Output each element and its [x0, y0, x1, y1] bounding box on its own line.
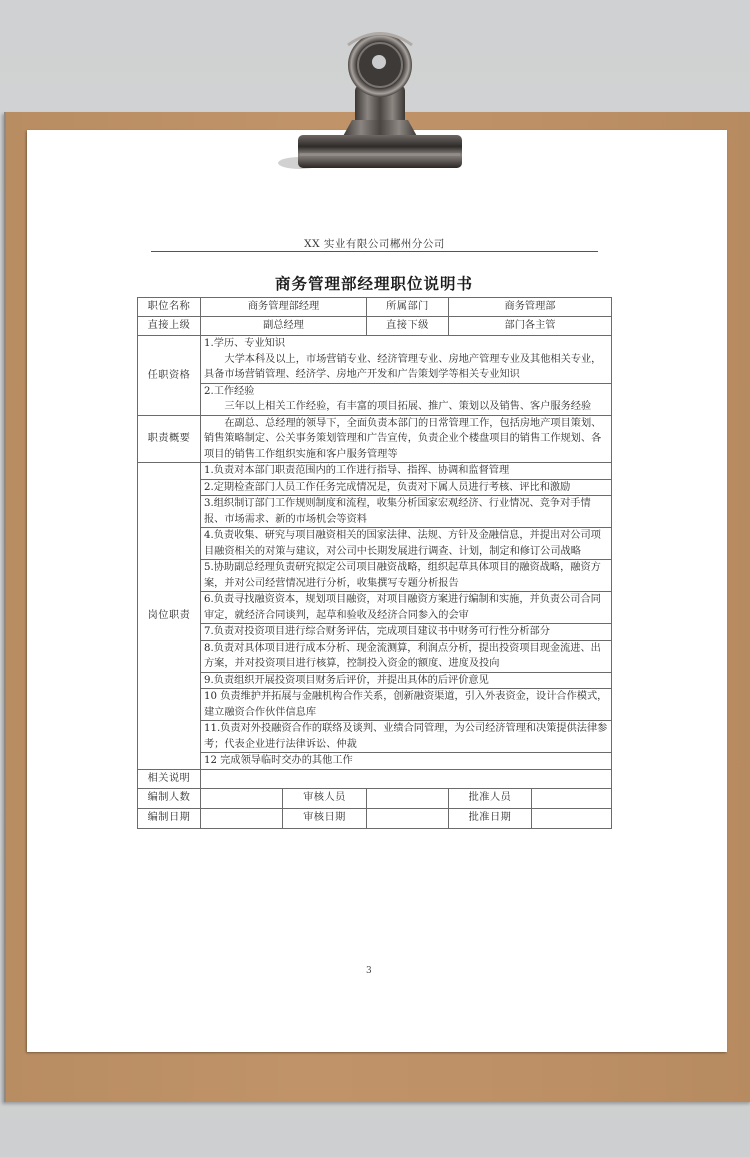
table-row	[138, 415, 612, 463]
qualification-item	[201, 336, 612, 384]
page-number: 3	[366, 966, 372, 976]
table-row	[138, 769, 612, 788]
duty-item: 8.负责对具体项目进行成本分析、现金流测算，利润点分析，提出投资项目现金流进、出方案，并对投资项目进行核算，控制投入资金的额度、进度及投向	[201, 640, 612, 672]
prepared-date-value	[201, 808, 283, 828]
prepared-by-label: 编制人数	[138, 788, 201, 808]
table-row	[138, 317, 612, 336]
reviewed-by-label: 审核人员	[283, 788, 367, 808]
prepared-date-label: 编制日期	[138, 808, 201, 828]
table-row	[138, 528, 612, 560]
approved-date-value	[532, 808, 612, 828]
table-row	[138, 383, 612, 415]
reviewed-date-label: 审核日期	[283, 808, 367, 828]
duty-item: 5.协助副总经理负责研究拟定公司项目融资战略，组织起草具体项目的融资战略，融资方案，并对公司经营情况进行分析，收集撰写专题分析报告	[201, 560, 612, 592]
prepared-by-value	[201, 788, 283, 808]
qualification-heading: 2.工作经验	[204, 385, 255, 397]
direct-subordinate-value: 部门各主管	[449, 317, 612, 336]
table-row	[138, 336, 612, 384]
reviewed-date-value	[367, 808, 449, 828]
table-row	[138, 298, 612, 317]
table-row	[138, 640, 612, 672]
duty-item: 12 完成领导临时交办的其他工作	[201, 753, 612, 770]
position-name-label: 职位名称	[138, 298, 201, 317]
qualification-heading: 1.学历、专业知识	[204, 338, 286, 349]
table-row	[138, 496, 612, 528]
department-label: 所属部门	[367, 298, 449, 317]
table-row	[138, 672, 612, 689]
duty-item: 1.负责对本部门职责范围内的工作进行指导、指挥、协调和监督管理	[201, 463, 612, 480]
qualification-body: 大学本科及以上，市场营销专业、经济管理专业、房地产管理专业及其他相关专业，具备市场营销管理、经济学、房地产开发和广告策划学等相关专业知识	[204, 353, 602, 380]
document-title: 商务管理部经理职位说明书	[274, 275, 473, 293]
table-row	[138, 560, 612, 592]
department-value: 商务管理部	[449, 298, 612, 317]
qualifications-label: 任职资格	[138, 336, 201, 416]
header-divider	[151, 251, 598, 252]
position-name-value: 商务管理部经理	[201, 298, 367, 317]
summary-text: 在副总、总经理的领导下，全面负责本部门的日常管理工作，包括房地产项目策划、销售策略制定、公关事务策划管理和广告宣传，负责企业个楼盘项目的销售工作规划、各项目的销售工作组织实施和客户服务管理等	[201, 415, 612, 463]
notes-label: 相关说明	[138, 769, 201, 788]
notes-value	[201, 769, 612, 788]
job-description-table	[137, 297, 612, 829]
qualification-item	[201, 383, 612, 415]
direct-superior-value: 副总经理	[201, 317, 367, 336]
duties-label: 岗位职责	[138, 463, 201, 770]
table-row	[138, 753, 612, 770]
duty-item: 3.组织制订部门工作规则制度和流程，收集分析国家宏观经济、行业情况、竞争对手情报、市场需求、新的市场机会等资料	[201, 496, 612, 528]
duty-item: 6.负责寻找融资资本，规划项目融资，对项目融资方案进行编制和实施，并负责公司合同审定，就经济合同谈判，起草和验收及经济合同参入的会审	[201, 592, 612, 624]
qualification-body: 三年以上相关工作经验，有丰富的项目拓展、推广、策划以及销售、客户服务经验	[224, 401, 592, 412]
direct-superior-label: 直接上级	[138, 317, 201, 336]
duty-item: 4.负责收集、研究与项目融资相关的国家法律、法规、方针及金融信息，并提出对公司项目融资相关的对策与建议，对公司中长期发展进行调查、计划，制定和修订公司战略	[201, 528, 612, 560]
reviewed-by-value	[367, 788, 449, 808]
duty-item: 9.负责组织开展投资项目财务后评价，并提出具体的后评价意见	[201, 672, 612, 689]
duty-item: 11.负责对外投融资合作的联络及谈判、业绩合同管理，为公司经济管理和决策提供法律参考；代表企业进行法律诉讼、仲裁	[201, 721, 612, 753]
table-row	[138, 689, 612, 721]
approved-date-label: 批准日期	[449, 808, 532, 828]
approved-by-label: 批准人员	[449, 788, 532, 808]
table-row	[138, 624, 612, 641]
table-row	[138, 721, 612, 753]
table-row	[138, 592, 612, 624]
duty-item: 10 负责维护并拓展与金融机构合作关系，创新融资渠道，引入外表资金，设计合作模式，建立融资合作伙伴信息库	[201, 689, 612, 721]
table-row	[138, 808, 612, 828]
duty-item: 7.负责对投资项目进行综合财务评估，完成项目建议书中财务可行性分析部分	[201, 624, 612, 641]
table-row	[138, 463, 612, 480]
table-row	[138, 479, 612, 496]
company-name: XX 实业有限公司郴州分公司	[304, 238, 445, 250]
duty-item: 2.定期检查部门人员工作任务完成情况是，负责对下属人员进行考核、评比和激励	[201, 479, 612, 496]
summary-label: 职责概要	[138, 415, 201, 463]
table-row	[138, 788, 612, 808]
direct-subordinate-label: 直接下级	[367, 317, 449, 336]
approved-by-value	[532, 788, 612, 808]
